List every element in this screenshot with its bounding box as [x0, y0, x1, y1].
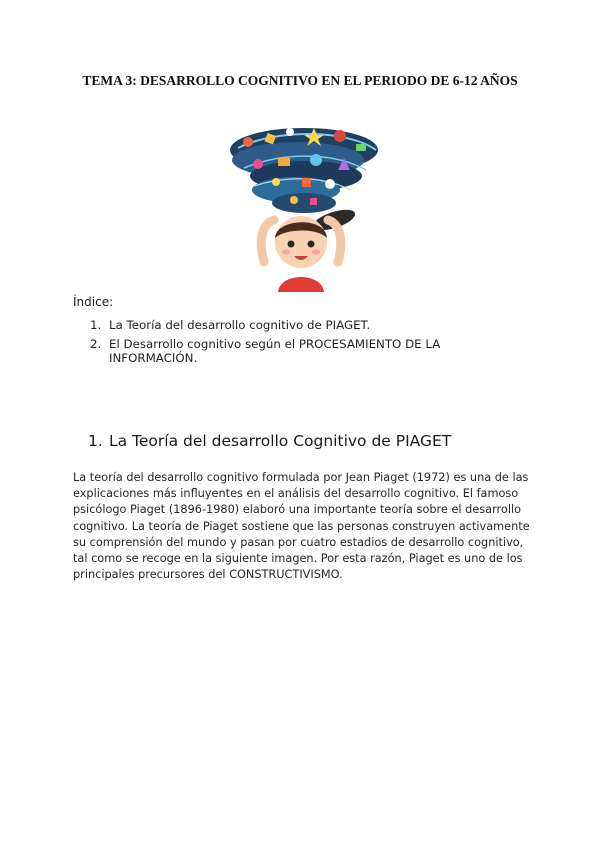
index-item-text: La Teoría del desarrollo cognitivo de PIAGET.	[109, 318, 371, 332]
section-heading-number: 1.	[88, 432, 103, 450]
girl-with-thought-swirl-illustration	[218, 120, 384, 292]
index-label: Índice:	[73, 295, 114, 309]
index-item-number: 1.	[90, 318, 102, 332]
index-item-number: 2.	[90, 336, 102, 351]
document-title: TEMA 3: DESARROLLO COGNITIVO EN EL PERIODO DE 6-12 AÑOS	[82, 73, 518, 88]
section-paragraph: La teoría del desarrollo cognitivo formulada por Jean Piaget (1972) es una de las explicaciones más influyentes en el análisis del desarrollo cognitivo. El famoso psicólogo Piaget (1896-1980) elaboró una importante teoría sobre el desarrollo cognitivo. La teoría de Piaget sostiene que las personas construyen activamente su comprensión del mundo y pasan por cuatro estadios de desarrollo cognitivo, tal como se recoge en la siguiente imagen. Por esta razón, Piaget es uno de los principales precursores del CONSTRUCTIVISMO.	[73, 471, 530, 582]
index-item	[73, 337, 513, 366]
section-heading	[88, 432, 528, 450]
section-heading-text: La Teoría del desarrollo Cognitivo de PIAGET	[109, 432, 452, 450]
index-item-text: El Desarrollo cognitivo según el PROCESAMIENTO DE LA INFORMACIÓN.	[109, 336, 441, 365]
index-list	[73, 318, 513, 370]
index-item	[73, 318, 513, 333]
